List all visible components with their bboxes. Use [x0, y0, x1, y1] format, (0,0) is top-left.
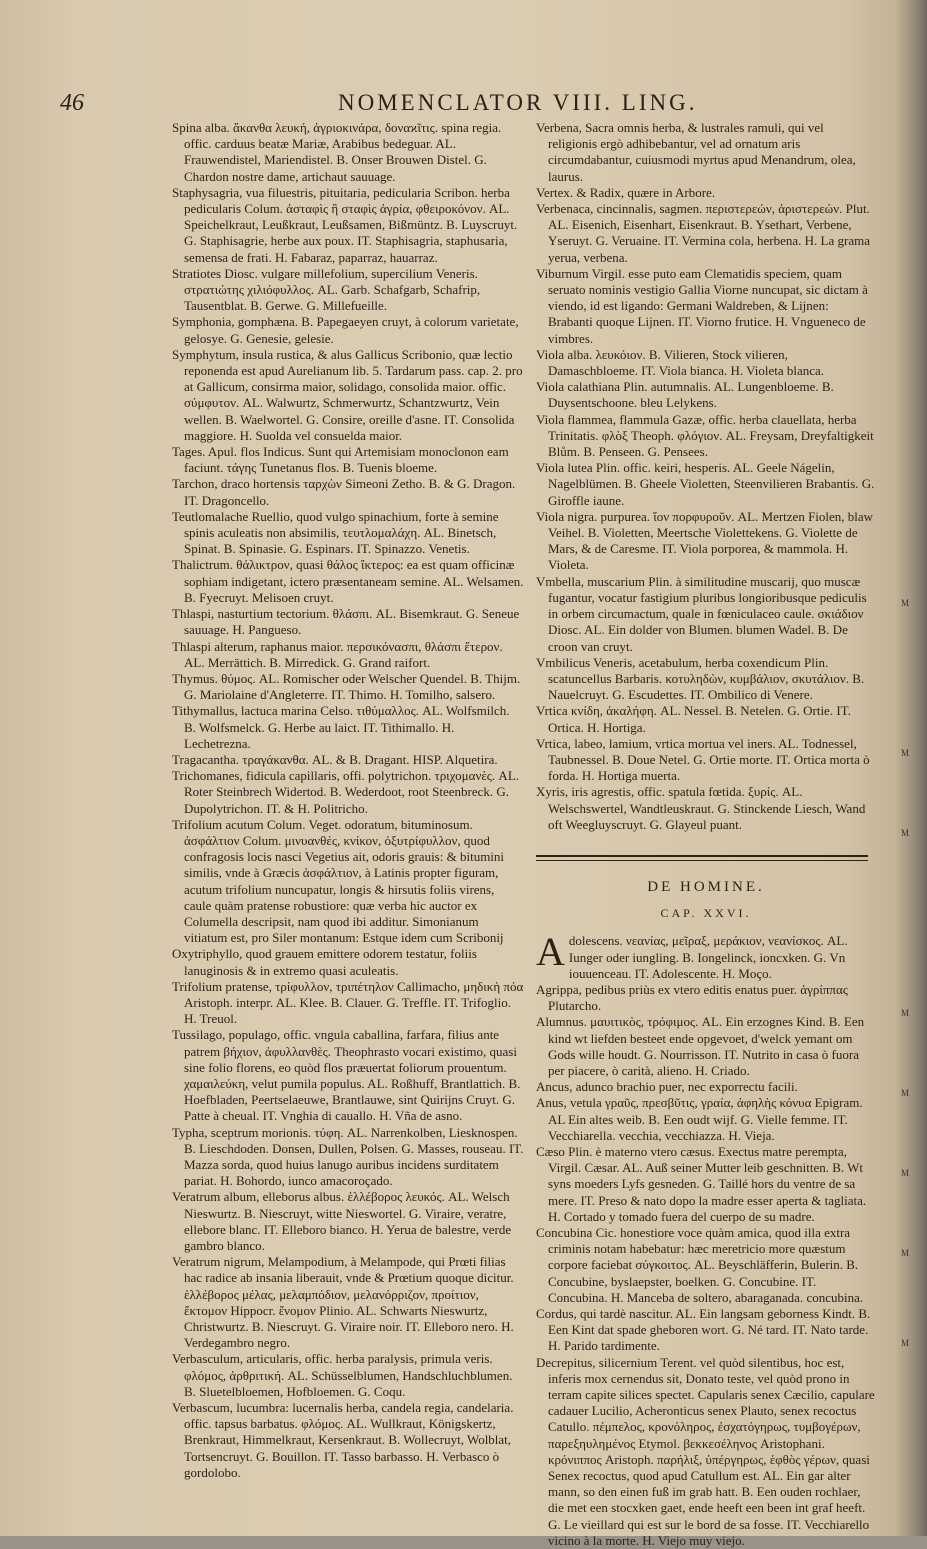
dictionary-entry: Teutlomalache Ruellio, quod vulgo spinachium, forte à semine spinis aculeatis non absimilis, τευτλομαλάχη. AL. Binetsch, Spinat. B. Spinasie. G. Espinars. IT. Spinazzo. Venetis. [172, 508, 499, 557]
dictionary-entry: Alumnus. μαυιτικὸς, τρόφιμος. AL. Ein erzognes Kind. B. Een kind wt liefden besteet ende opgevoet, d'welck yemant om Gods wille houdt. G. Nourrisson. IT. Nutrito in casa ò fuora per piacere, ò carità, alieno. H. Criado. [536, 1014, 865, 1078]
dictionary-entry: Tragacantha. τραγάκανθα. AL. & B. Dragant. HISP. Alquetira. [172, 751, 498, 767]
dictionary-entry: Cæso Plin. è materno vtero cæsus. Exectus matre perempta, Virgil. Cæsar. AL. Auß seiner Mutter leib geschnitten. B. Wt syns moeders Lyfs gesneden. G. Taillé hors du ventre de sa mere. IT. Preso & nato dopo la madre esser aperta & tagliata. H. Cortado y tomado fuera del cuerpo de su madre. [536, 1143, 867, 1224]
chapter-heading: CAP. XXVI. [660, 906, 752, 921]
dictionary-entry: Vmbella, muscarium Plin. à similitudine muscarij, quo muscæ fugantur, vocatur fastigium pluribus longioribusque pediculis in orbem circumactum, quale in fœniculaceo caule. σκιάδιον Diosc. AL. Ein dolder von Blumen. blumen Wadel. B. De croon van cruyt. [536, 573, 867, 654]
dictionary-entry: Trichomanes, fidicula capillaris, offi. polytrichon. τριχομανὲς. AL. Roter Steinbrech Widertod. B. Wederdoot, root Steenbreck. G. Dupolytrichon. IT. & H. Politricho. [172, 768, 520, 816]
dictionary-entry: Agrippa, pedibus priùs ex vtero editis enatus puer. ἀγρίππας Plutarcho. [536, 981, 848, 1014]
de-homine-entries [536, 929, 876, 1549]
dictionary-entry: Veratrum nigrum, Melampodium, à Melampode, qui Prœti filias hac radice ab insania liberauit, vnde & Prœtium quoque dicitur. ἑλλέβορος μέλας, μελαμπόδιον, μελανόρριζον, πρoίτιον, ἔκτομον Hippocr. ἔνομον Plinio. AL. Schwarts Nieswurtz, Christwurtz. B. Niescruyt. G. Viraire noir. IT. Elleboro nero. H. Verdegambro negro. [172, 1254, 514, 1351]
dictionary-entry: Adolescens. νεανίας, μεῖραξ, μεράκιον, νεανίσκος. AL. Iunger oder iungling. B. Iongelinck, ioncxken. G. Vn iouuenceau. IT. Adolescente. H. Moço. [536, 929, 848, 981]
dictionary-entry: Tages. Apul. flos Indicus. Sunt qui Artemisiam monoclonon eam faciunt. τάγης Tunetanus flos. B. Tuenis bloeme. [172, 444, 509, 476]
dictionary-entry: Tarchon, draco hortensis ταρχὼν Simeoni Zetho. B. & G. Dragon. IT. Dragoncello. [172, 476, 516, 508]
edge-letter: M [901, 598, 910, 608]
dictionary-entry: Verbenaca, cincinnalis, sagmen. περιστερεών, ἀριστερεών. Plut. AL. Eisenich, Eisenhart, Eisenkraut. B. Ysethart, Verbene, Yseruyt. G. Veruaine. IT. Vermina cola, herbena. H. La grama yerua, verbena. [536, 201, 870, 265]
facing-page-edge [895, 0, 927, 1536]
dictionary-entry: Tithymallus, lactuca marina Celso. τιθύμαλλος. AL. Wolfsmilch. B. Wolfsmelck. G. Herbe au laict. IT. Tithimallo. H. Lechetrezna. [172, 703, 510, 751]
left-column [172, 120, 524, 1481]
dictionary-entry: Viola calathiana Plin. autumnalis. AL. Lungenbloeme. B. Duysentschoone. bleu Lelykens. [536, 379, 834, 411]
dictionary-entry: Vrtica κνίδη, ἀκαλήφη. AL. Nessel. B. Netelen. G. Ortie. IT. Ortica. H. Hortiga. [536, 703, 851, 735]
edge-letter: M [901, 1168, 910, 1178]
dictionary-entry: Cordus, qui tardè nascitur. AL. Ein langsam geborness Kindt. B. Een Kint dat spade gheboren wort. G. Né tard. IT. Nato tarde. H. Parido tardimente. [536, 1306, 871, 1354]
dictionary-entry: Viola flammea, flammula Gazæ, offic. herba clauellata, herba Trinitatis. φλὸξ Theoph. φλόγιον. AL. Freysam, Dreyfaltigkeit Blům. B. Penseen. G. Pensees. [536, 411, 874, 460]
dictionary-entry: Anus, vetula γραῦς, πρεσβῦτις, γραία, ἀφηλὴς κόνυα Epigram. AL Ein altes weib. B. Een oudt wijf. G. Vielle femme. IT. Vecchiarella. vecchia, vecchiazza. H. Vieja. [536, 1095, 863, 1143]
dictionary-entry: Tussilago, populago, offic. vngula caballina, farfara, filius ante patrem βήχιον, ἀφυλλανθὲς. Theophrasto vocari existimo, quasi sine folio florens, eo quòd flos præuertat foliorum prouentum. χαμαιλεύκη, velut pumila populus. AL. Roßhuff, Brantlattich. B. Hoefbladen, Peertselaeuwe, Brantlauwe, sint Quirijns Cruyt. G. Patte à cheual. IT. Vnghia di cauallo. H. Vña de asno. [172, 1027, 521, 1124]
dictionary-entry: Thlaspi, nasturtium tectorium. θλάσπι. AL. Bisemkraut. G. Seneue sauuage. H. Panguesо. [172, 606, 520, 638]
dictionary-entry: Verbena, Sacra omnis herba, & lustrales ramuli, qui vel religionis ergò adhibebantur, vel ad ornatum aris circumdabantur, cuiusmodi myrtus apud Menandrum, olea, laurus. [536, 120, 856, 184]
dictionary-entry: Thymus. θύμος. AL. Romischer oder Welscher Quendel. B. Thijm. G. Mariolaine d'Angleterre. IT. Thimo. H. Tomilho, salsero. [172, 670, 521, 703]
dictionary-entry: Thalictrum. θάλικτρον, quasi θάλος ἴκτερος: ea est quam officinæ sophiam indigetant, ictero præsentaneam semine. AL. Welsamen. B. Fyecruyt. Melisoen cruyt. [172, 557, 524, 605]
edge-letter: M [901, 1088, 910, 1098]
dictionary-entry: Staphysagria, vua filuestris, pituitaria, pedicularia Scribon. herba pedicularis Colum. ἀσταφὶς ἢ σταφὶς ἀγρία, φθειροκόνον. AL. Speichelkraut, Leußkraut, Leußsamen, Bißmüntz. B. Luyscruyt. G. Staphisagrie, herbe aux poux. IT. Staphisagria, staphusaria, semensa de frati. H. Fabaraz, paparraz, hauarraz. [172, 184, 518, 265]
drop-cap: A [536, 929, 565, 975]
dictionary-entry: Viola alba. λευκόιον. B. Vilieren, Stock vilieren, Damaschbloeme. IT. Viola bianca. H. Violeta blanca. [536, 346, 825, 379]
page-number: 46 [60, 90, 84, 116]
page-header [60, 90, 880, 120]
right-column-entries [536, 120, 876, 833]
dictionary-entry: Verbasculum, articularis, offic. herba paralysis, primula veris. φλόμος, ἀρθριτική. AL. Schüsselblumen, Handschluchblumen. B. Sluetelbloemen, Hofbloemen. G. Coqu. [172, 1351, 513, 1399]
dictionary-entry: Decrepitus, silicernium Terent. vel quòd silentibus, hoc est, inferis mox cernendus sit, Donato teste, vel quòd prono in terram capite silices spectet. Capularis senex Cæcilio, capulare cadauer Lucilio, Acheronticus senex Plauto, senex recoctus Catullo. πέμπελος, κρονόληρος, ἐσχατόγηρως, τυμβογέρων, παρεξηυλημένος Etymol. βεκκεσέληνος Aristophani. κρόνιππος Aristoph. παρήλιξ, ὑπέργηρως, ἑφθὸς γέρων, quasi Senex recoctus, quod apud Catullum est. AL. Ein gar alter mann, so den einen fuß im grab hatt. B. Een ouden rochlaer, die met een stocxken gaet, ende heeft een been int graf heeft. G. Le vieillard qui est sur le bord de sa fosse. IT. Vecchiarello vicino à la morte. H. Viejo muy viejo. [536, 1354, 875, 1548]
dictionary-entry: Concubina Cic. honestiore voce quàm amica, quod illa extra criminis notam habebatur: hæc meretricio more quæstum corpore faciebat σύγκοιτος. AL. Beyschläfferin, Bulerin. B. Concubine, byslaepster, boelken. G. Concubine. IT. Concubina. H. Manceba de soltero, abaraganada. concubina. [536, 1225, 864, 1305]
dictionary-entry: Vertex. & Radix, quære in Arbore. [536, 184, 716, 200]
section-rule [536, 855, 868, 861]
dictionary-entry: Typha, sceptrum morionis. τύφη. AL. Narrenkolben, Liesknospen. B. Lieschdoden. Donsen, Dullen, Polsen. G. Masses, rouseau. IT. Mazza sorda, quod huius lanugo auribus incidens surditatem pariat. H. Bohordo, iunco amacoroçado. [172, 1124, 524, 1189]
dictionary-entry: Viburnum Virgil. esse puto eam Clematidis speciem, quam seruato nominis vestigio Gallia Viorne nuncupat, sic dictam à viendo, id est ligando: Germani Waldreben, & Lijnen: Brabanti quoque Lijnen. IT. Viorno frutice. H. Vngueneco de vimbres. [536, 265, 868, 346]
dictionary-entry: Vmbilicus Veneris, acetabulum, herba coxendicum Plin. scatuncellus Barbaris. κοτυληδὼν, κυμβάλιον, σκυτάλιον. B. Nauelcruyt. G. Escudettes. IT. Ombilico di Venere. [536, 654, 865, 703]
dictionary-entry: Stratiotes Diosc. vulgare millefolium, supercilium Veneris. στρατιώτης χιλιόφυλλος. AL. Garb. Schafgarb, Schafrip, Tausentblat. B. Gerwe. G. Millefueille. [172, 265, 481, 314]
dictionary-entry: Oxytriphyllo, quod grauem emittere odorem testatur, foliis lanuginosis & in extremo quasi aculeatis. [172, 946, 477, 978]
dictionary-entry: Trifolium acutum Colum. Veget. odoratum, bituminosum. ἀσφάλτιον Colum. μινυανθές, κνίκον, ὀξυτρίφυλλον, quod confragosis locis nasci Vegetius ait, odoris grauis: & bitumini similis, vnde à Græcis ἀσφάλτιον, à Latinis propter figuram, acutum trifolium nuncupatur, longis & hirsutis foliis virens, caule quàm pratense robustiore: quæ verba hic auctor ex Columella descripsit, nam quod ibi additur. Simonianum vitiatum est, pro Siler montanum: Estque idem cum Scribonij [172, 816, 505, 946]
dictionary-entry: Xyris, iris agrestis, offic. spatula fœtida. ξυρίς. AL. Welschswertel, Wandtleuskraut. G. Stinckende Liesch, Wand oft Weegluyscruyt. G. Glayeul puant. [536, 784, 866, 832]
section-title: DE HOMINE. [647, 878, 765, 895]
right-column [536, 120, 876, 1549]
edge-letter: M [901, 828, 910, 838]
dictionary-entry: Symphonia, gomphæna. B. Papegaeyen cruyt, à colorum varietate, gelosye. G. Genesie, gelesie. [172, 314, 519, 346]
dictionary-entry: Veratrum album, elleborus albus. ἑλλέβορος λευκός. AL. Welsch Nieswurtz. B. Niescruyt, witte Nieswortel. G. Viraire, veratre, ellebore blanc. IT. Elleboro bianco. H. Yerua de balestre, verde gambro blanco. [172, 1189, 512, 1254]
dictionary-entry: Spina alba. ἄκανθα λευκή, ἀγριοκινάρα, δοναϰῖτις. spina regia. offic. carduus beatæ Mariæ, Arabibus bedeguar. AL. Frauwendistel, Mariendistel. B. Onser Brouwen Distel. G. Chardon nostre dame, artichaut sauuage. [172, 120, 502, 184]
edge-letter: M [901, 1248, 910, 1258]
edge-letter: M [901, 1008, 910, 1018]
edge-letter: M [901, 748, 910, 758]
dictionary-entry: Symphytum, insula rustica, & alus Gallicus Scribonio, quæ lectio reponenda est apud Aurelianum lib. 5. Tardarum pass. cap. 2. pro at Gallicum, consirma maior, solidago, consolida maior. offic. σύμφυτον. AL. Walwurtz, Schmerwurtz, Schantzwurtz, Vein wellen. B. Waelwortel. G. Consire, oreille d'asne. IT. Consolida maggiore. H. Suolda vel consuelda maior. [172, 346, 523, 443]
running-title: NOMENCLATOR VIII. LING. [338, 90, 698, 115]
dictionary-entry: Viola nigra. purpurea. ἴον πορφυροῦν. AL. Mertzen Fiolen, blaw Veihel. B. Violetten, Meertsche Violettekens. G. Violette de Mars, & de Caresme. IT. Viola porporea, & mammola. H. Violeta. [536, 508, 874, 573]
dictionary-entry: Viola lutea Plin. offic. keiri, hesperis. AL. Geele Nágelin, Nagelblümen. B. Gheele Violetten, Steenvilieren Brabantis. G. Giroffle iaune. [536, 460, 875, 508]
edge-letter: M [901, 1338, 910, 1348]
dictionary-entry: Vrtica, labeo, lamium, vrtica mortua vel iners. AL. Todnessel, Taubnessel. B. Doue Netel. G. Ortie morte. IT. Ortica morta ò forda. H. Hortiga muerta. [536, 735, 870, 784]
dictionary-entry: Trifolium pratense, τρίφυλλον, τριπέτηλον Callimacho, μηδικὴ πόα Aristoph. interpr. AL. Klee. B. Clauer. G. Treffle. IT. Trifoglio. H. Treuol. [172, 978, 524, 1027]
dictionary-entry: Verbascum, lucumbra: lucernalis herba, candela regia, candelaria. offic. tapsus barbatus. φλόμος. AL. Wullkraut, Königskertz, Brenkraut, Himmelkraut, Kersenkraut. B. Wollecruyt, Wolblat, Tortsencruyt. G. Bouillon. IT. Tasso barbasso. H. Verbasco ò gordolobo. [172, 1400, 514, 1480]
dictionary-entry: Ancus, adunco brachio puer, nec exporrectu facili. [536, 1079, 798, 1095]
dictionary-entry: Thlaspi alterum, raphanus maior. περσικόνασπι, θλάσπι ἕτερον. AL. Merrättich. B. Mirredick. G. Grand raifort. [172, 638, 503, 670]
